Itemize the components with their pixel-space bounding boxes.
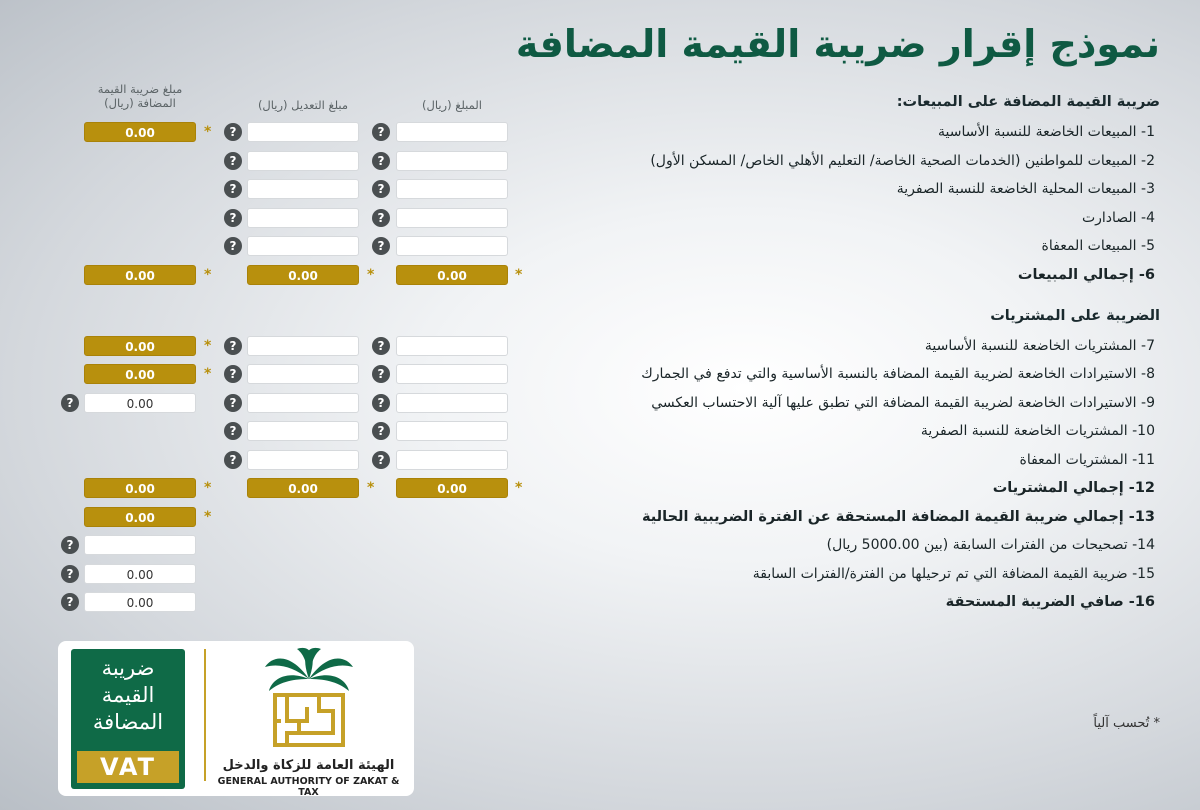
vat-input[interactable] bbox=[84, 535, 196, 555]
adjustment-input[interactable] bbox=[247, 336, 359, 356]
help-icon[interactable]: ? bbox=[224, 180, 242, 198]
form-row-1 bbox=[0, 118, 1200, 146]
form-row-12-total-purchases bbox=[0, 474, 1200, 502]
auto-calc-star-icon: * bbox=[515, 267, 523, 283]
row-label: 4- الصادارت bbox=[1081, 210, 1155, 226]
row-label: 6- إجمالي المبيعات bbox=[1017, 267, 1155, 283]
row-label: 2- المبيعات للمواطنين (الخدمات الصحية الخاصة/ التعليم الأهلي الخاص/ المسكن الأول) bbox=[650, 153, 1155, 169]
form-row-14 bbox=[0, 531, 1200, 559]
zakat-emblem-icon bbox=[261, 645, 357, 751]
auto-calc-star-icon: * bbox=[367, 480, 375, 496]
vat-calculated-field: 0.00 bbox=[84, 122, 196, 142]
vat-calculated-field: 0.00 bbox=[84, 507, 196, 527]
vat-input[interactable]: 0.00 bbox=[84, 393, 196, 413]
adjustment-input[interactable] bbox=[247, 450, 359, 470]
row-label: 14- تصحيحات من الفترات السابقة (بين 5000.00 ريال) bbox=[826, 537, 1155, 553]
emblem-text: زكاة ودخل bbox=[306, 751, 312, 752]
row-label: 13- إجمالي ضريبة القيمة المضافة المستحقة عن الفترة الضريبية الحالية bbox=[641, 509, 1155, 525]
adjustment-input[interactable] bbox=[247, 364, 359, 384]
help-icon[interactable]: ? bbox=[372, 123, 390, 141]
section-heading-purchases: الضريبة على المشتريات bbox=[990, 308, 1160, 324]
help-icon[interactable]: ? bbox=[61, 565, 79, 583]
auto-calc-star-icon: * bbox=[367, 267, 375, 283]
form-row-16 bbox=[0, 588, 1200, 616]
form-row-15 bbox=[0, 560, 1200, 588]
amount-input[interactable] bbox=[396, 450, 508, 470]
row-label: 7- المشتريات الخاضعة للنسبة الأساسية bbox=[924, 338, 1155, 354]
help-icon[interactable]: ? bbox=[224, 337, 242, 355]
adjustment-input[interactable] bbox=[247, 179, 359, 199]
row-label: 3- المبيعات المحلية الخاضعة للنسبة الصفرية bbox=[896, 181, 1155, 197]
row-label: 15- ضريبة القيمة المضافة التي تم ترحيلها من الفترة/الفترات السابقة bbox=[752, 566, 1155, 582]
help-icon[interactable]: ? bbox=[61, 536, 79, 554]
column-header-vat-line2: المضافة (ريال) bbox=[104, 96, 176, 110]
form-row-4 bbox=[0, 204, 1200, 232]
help-icon[interactable]: ? bbox=[372, 365, 390, 383]
form-row-5 bbox=[0, 232, 1200, 260]
auto-calc-star-icon: * bbox=[515, 480, 523, 496]
help-icon[interactable]: ? bbox=[372, 180, 390, 198]
row-label: 8- الاستيرادات الخاضعة لضريبة القيمة المضافة بالنسبة الأساسية والتي تدفع في الجمارك bbox=[641, 366, 1155, 382]
amount-calculated-field: 0.00 bbox=[396, 478, 508, 498]
adjustment-input[interactable] bbox=[247, 393, 359, 413]
form-row-2 bbox=[0, 147, 1200, 175]
help-icon[interactable]: ? bbox=[372, 337, 390, 355]
adjustment-input[interactable] bbox=[247, 208, 359, 228]
adjustment-calculated-field: 0.00 bbox=[247, 478, 359, 498]
help-icon[interactable]: ? bbox=[224, 237, 242, 255]
auto-calc-star-icon: * bbox=[204, 124, 212, 140]
auto-calc-star-icon: * bbox=[204, 480, 212, 496]
form-row-13 bbox=[0, 503, 1200, 531]
form-row-3 bbox=[0, 175, 1200, 203]
auto-calc-star-icon: * bbox=[204, 366, 212, 382]
vat-logo-line1: ضريبة bbox=[101, 656, 155, 680]
amount-input[interactable] bbox=[396, 208, 508, 228]
help-icon[interactable]: ? bbox=[224, 365, 242, 383]
column-header-vat bbox=[72, 82, 208, 110]
help-icon[interactable]: ? bbox=[224, 152, 242, 170]
form-row-11 bbox=[0, 446, 1200, 474]
amount-input[interactable] bbox=[396, 236, 508, 256]
amount-calculated-field: 0.00 bbox=[396, 265, 508, 285]
help-icon[interactable]: ? bbox=[61, 593, 79, 611]
page-title: نموذج إقرار ضريبة القيمة المضافة bbox=[515, 22, 1160, 66]
column-header-vat-line1: مبلغ ضريبة القيمة bbox=[97, 82, 183, 96]
vat-logo-arabic bbox=[71, 649, 185, 736]
adjustment-input[interactable] bbox=[247, 236, 359, 256]
adjustment-input[interactable] bbox=[247, 421, 359, 441]
row-label: 12- إجمالي المشتريات bbox=[992, 480, 1155, 496]
help-icon[interactable]: ? bbox=[372, 152, 390, 170]
row-label: 10- المشتريات الخاضعة للنسبة الصفرية bbox=[920, 423, 1155, 439]
row-label: 1- المبيعات الخاضعة للنسبة الأساسية bbox=[938, 124, 1155, 140]
form-row-10 bbox=[0, 417, 1200, 445]
authority-name-arabic: الهيئة العامة للزكاة والدخل bbox=[222, 758, 395, 773]
help-icon[interactable]: ? bbox=[224, 422, 242, 440]
section-heading-sales: ضريبة القيمة المضافة على المبيعات: bbox=[896, 94, 1160, 110]
row-label: 9- الاستيرادات الخاضعة لضريبة القيمة المضافة التي تطبق عليها آلية الاحتساب العكسي bbox=[651, 395, 1155, 411]
form-row-8 bbox=[0, 360, 1200, 388]
amount-input[interactable] bbox=[396, 179, 508, 199]
adjustment-input[interactable] bbox=[247, 151, 359, 171]
help-icon[interactable]: ? bbox=[372, 209, 390, 227]
help-icon[interactable]: ? bbox=[224, 451, 242, 469]
vat-calculated-field: 0.00 bbox=[84, 265, 196, 285]
authority-name-english: GENERAL AUTHORITY OF ZAKAT & TAX bbox=[217, 776, 400, 798]
help-icon[interactable]: ? bbox=[372, 422, 390, 440]
vat-calculated-field: 0.00 bbox=[84, 336, 196, 356]
vat-calculated-field: 0.00 bbox=[84, 364, 196, 384]
row-label: 16- صافي الضريبة المستحقة bbox=[945, 594, 1155, 610]
vat-logo bbox=[71, 649, 185, 789]
vat-calculated-field: 0.00 bbox=[84, 478, 196, 498]
amount-input[interactable] bbox=[396, 393, 508, 413]
row-label: 11- المشتريات المعفاة bbox=[1019, 452, 1155, 468]
adjustment-calculated-field: 0.00 bbox=[247, 265, 359, 285]
help-icon[interactable]: ? bbox=[372, 451, 390, 469]
form-row-7 bbox=[0, 332, 1200, 360]
help-icon[interactable]: ? bbox=[224, 209, 242, 227]
amount-input[interactable] bbox=[396, 336, 508, 356]
vat-input[interactable]: 0.00 bbox=[84, 564, 196, 584]
help-icon[interactable]: ? bbox=[372, 394, 390, 412]
vat-logo-line2: القيمة bbox=[101, 683, 155, 707]
form-row-6-total-sales bbox=[0, 261, 1200, 289]
vat-logo-english: VAT bbox=[77, 751, 179, 783]
auto-calc-star-icon: * bbox=[204, 267, 212, 283]
logos-card bbox=[58, 641, 414, 796]
help-icon[interactable]: ? bbox=[224, 123, 242, 141]
column-header-adjustment: مبلغ التعديل (ريال) bbox=[257, 98, 349, 112]
auto-calc-star-icon: * bbox=[204, 338, 212, 354]
row-label: 5- المبيعات المعفاة bbox=[1041, 238, 1155, 254]
column-header-amount: المبلغ (ريال) bbox=[422, 98, 482, 112]
vat-input[interactable]: 0.00 bbox=[84, 592, 196, 612]
form-row-9 bbox=[0, 389, 1200, 417]
amount-input[interactable] bbox=[396, 151, 508, 171]
vat-logo-line3: المضافة bbox=[92, 710, 164, 734]
help-icon[interactable]: ? bbox=[224, 394, 242, 412]
adjustment-input[interactable] bbox=[247, 122, 359, 142]
amount-input[interactable] bbox=[396, 421, 508, 441]
auto-calc-star-icon: * bbox=[204, 509, 212, 525]
help-icon[interactable]: ? bbox=[61, 394, 79, 412]
help-icon[interactable]: ? bbox=[372, 237, 390, 255]
amount-input[interactable] bbox=[396, 122, 508, 142]
logo-divider bbox=[204, 649, 206, 781]
footnote: * تُحسب آلياً bbox=[1093, 716, 1160, 731]
amount-input[interactable] bbox=[396, 364, 508, 384]
